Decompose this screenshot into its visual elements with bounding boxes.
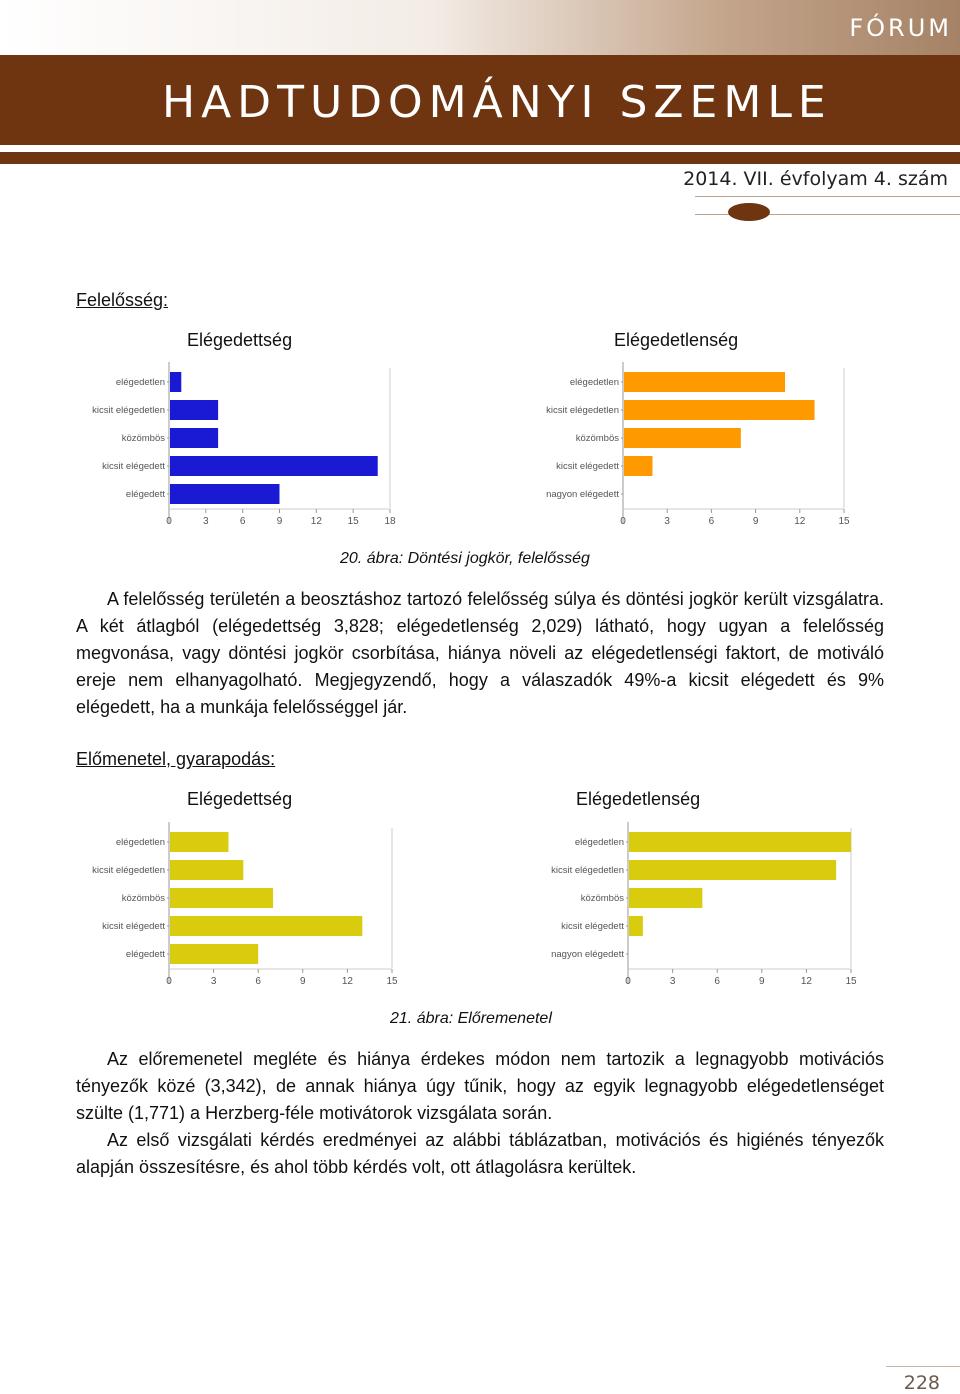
chart-category-label: közömbös <box>121 433 165 444</box>
issue-rule-top <box>695 196 960 197</box>
chart-category-label: nagyon elégedett <box>546 489 619 500</box>
chart-category-label: elégedetlen <box>115 377 165 388</box>
chart-category-label: kicsit elégedetlen <box>92 865 165 876</box>
chart-category-label: elégedetlen <box>115 837 165 848</box>
paragraph-advancement-2: Az első vizsgálati kérdés eredményei az alábbi táblázatban, motivációs és higiénés tényezők alapján összesítésre, és ahol több kérdés volt, ott átlagolásra kerültek. <box>76 1130 884 1177</box>
chart-category-label: elégedetlen <box>569 377 619 388</box>
chart-bar <box>170 372 181 392</box>
chart-bar <box>624 372 785 392</box>
chart-x-tick-label: 9 <box>300 976 306 987</box>
paragraph-advancement-1: Az előremenetel megléte és hiánya érdekes módon nem tartozik a legnagyobb motivációs tényezők közé (3,342), de annak hiánya úgy tűnik, hogy az egyik legnagyobb elégedetlenséget szülte (1,771) a Herzberg-féle motivátorok vizsgálata során. <box>76 1049 884 1123</box>
chart-title-satisfaction-2: Elégedettség <box>187 789 293 809</box>
chart-x-tick-label: 15 <box>845 976 857 987</box>
journal-title: HADTUDOMÁNYI SZEMLE <box>162 77 832 128</box>
chart-advancement-dissatisfaction <box>535 822 857 988</box>
chart-x-tick-label: 3 <box>210 976 217 987</box>
chart-x-tick-label: 9 <box>276 516 283 527</box>
chart-x-tick-label: 15 <box>386 976 398 987</box>
chart-category-label: kicsit elégedetlen <box>92 405 165 416</box>
chart-category-label: elégedett <box>125 949 165 960</box>
chart-category-label: kicsit elégedett <box>556 461 619 472</box>
figure-caption-21: 21. ábra: Előremenetel <box>390 1010 552 1027</box>
chart-x-tick-label: 9 <box>752 516 759 527</box>
decorative-oval <box>728 203 770 221</box>
chart-bar <box>170 400 218 420</box>
chart-x-tick-label: 3 <box>669 976 676 987</box>
chart-category-label: közömbös <box>575 433 619 444</box>
chart-bar <box>629 916 643 936</box>
chart-bar <box>629 888 702 908</box>
chart-bar <box>170 888 273 908</box>
chart-bar <box>170 860 243 880</box>
chart-responsibility-dissatisfaction <box>530 362 850 528</box>
chart-x-tick-label: 6 <box>255 976 261 987</box>
chart-bar <box>629 860 836 880</box>
chart-bar <box>170 456 378 476</box>
chart-bar <box>624 400 815 420</box>
chart-bar <box>170 916 362 936</box>
forum-label: FÓRUM <box>849 14 952 42</box>
chart-bar <box>629 832 851 852</box>
figure-caption-20: 20. ábra: Döntési jogkör, felelősség <box>340 550 590 567</box>
chart-x-tick-label: 6 <box>708 516 715 527</box>
chart-x-tick-label: 0 <box>166 976 172 987</box>
chart-category-label: kicsit elégedett <box>102 461 165 472</box>
journal-banner <box>0 55 960 145</box>
chart-x-tick-label: 12 <box>794 516 806 527</box>
chart-x-tick-label: 0 <box>620 516 626 527</box>
chart-category-label: kicsit elégedett <box>561 921 624 932</box>
chart-x-tick-label: 6 <box>714 976 720 987</box>
chart-x-tick-label: 12 <box>310 516 322 527</box>
issue-info: 2014. VII. évfolyam 4. szám <box>683 168 948 190</box>
chart-title-dissatisfaction-2: Elégedetlenség <box>576 789 701 809</box>
chart-x-tick-label: 6 <box>239 516 246 527</box>
chart-x-tick-label: 12 <box>341 976 353 987</box>
section-heading-responsibility: Felelősség: <box>76 290 169 310</box>
header-gradient-bar <box>0 0 960 55</box>
chart-title-satisfaction-1: Elégedettség <box>187 330 293 350</box>
chart-bar <box>170 428 218 448</box>
page-number-rule <box>886 1366 960 1367</box>
chart-bar <box>170 832 228 852</box>
chart-bar <box>624 456 652 476</box>
chart-category-label: közömbös <box>580 893 624 904</box>
page-number: 228 <box>903 1372 940 1394</box>
chart-bar <box>624 428 741 448</box>
header-stripe <box>0 152 960 164</box>
chart-x-tick-label: 12 <box>800 976 812 987</box>
chart-x-tick-label: 9 <box>759 976 765 987</box>
chart-responsibility-satisfaction <box>76 362 396 528</box>
chart-category-label: nagyon elégedett <box>551 949 624 960</box>
chart-x-tick-label: 18 <box>384 516 396 527</box>
section-heading-advancement: Előmenetel, gyarapodás: <box>76 749 276 769</box>
chart-category-label: elégedett <box>125 489 165 500</box>
chart-bar <box>170 944 258 964</box>
chart-category-label: kicsit elégedett <box>102 921 165 932</box>
chart-category-label: kicsit elégedetlen <box>546 405 619 416</box>
chart-x-tick-label: 3 <box>203 516 209 527</box>
chart-category-label: közömbös <box>121 893 165 904</box>
chart-x-tick-label: 0 <box>166 516 172 527</box>
chart-x-tick-label: 3 <box>664 516 670 527</box>
chart-category-label: kicsit elégedetlen <box>551 865 624 876</box>
chart-category-label: elégedetlen <box>574 837 624 848</box>
chart-advancement-satisfaction <box>76 822 398 988</box>
paragraph-responsibility: A felelősség területén a beosztáshoz tartozó felelősség súlya és döntési jogkör került vizsgálatra. A két átlagból (elégedettség 3,828; elégedetlenség 2,029) látható, hogy ugyan a felelősség megvonása, vagy döntési jogkör csorbítása, hiánya növeli az elégedetlenségi faktort, de motiváló ereje nem elhanyagolható. Megjegyzendő, hogy a válaszadók 49%-a kicsit elégedett és 9% elégedett, ha a munkája felelősséggel jár. <box>76 589 884 717</box>
chart-x-tick-label: 15 <box>838 516 850 527</box>
chart-bar <box>170 484 280 504</box>
chart-x-tick-label: 0 <box>625 976 631 987</box>
chart-title-dissatisfaction-1: Elégedetlenség <box>614 330 739 350</box>
chart-x-tick-label: 15 <box>347 516 359 527</box>
